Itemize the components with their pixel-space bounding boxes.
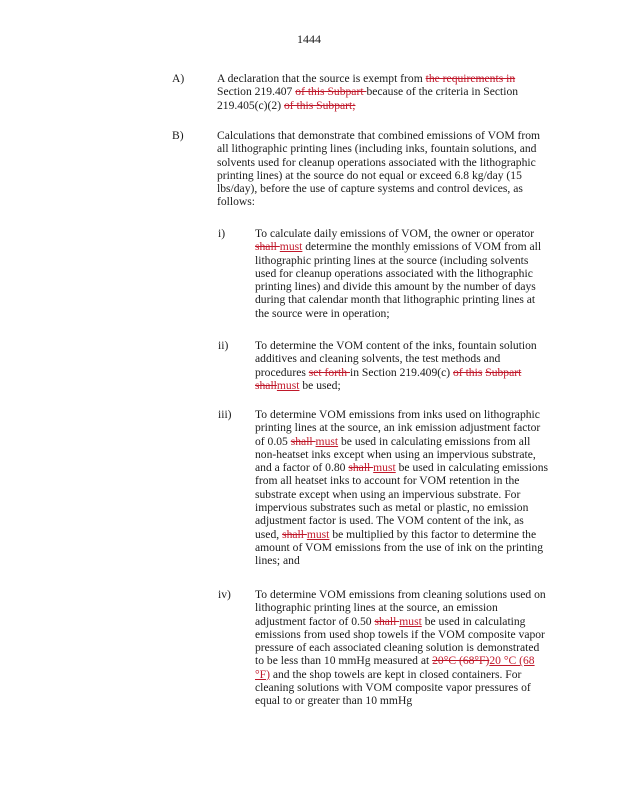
text-run: be used in calculating emissions from all non-heatset inks except when using an impervious substrate, and a factor of 0.80 bbox=[255, 434, 536, 475]
text-run: To determine VOM emissions from cleaning solutions used on lithographic printing lines at the source, an emission adjustment factor of 0.50 bbox=[255, 588, 546, 628]
inserted-text: must bbox=[315, 434, 339, 448]
item-label-b: B) bbox=[172, 129, 184, 142]
text-run: To calculate daily emissions of VOM, the owner or operator bbox=[255, 227, 535, 240]
subitem-label-ii: ii) bbox=[218, 339, 229, 352]
subitem-ii-paragraph bbox=[255, 339, 550, 392]
text-run: be used in calculating emissions from used shop towels if the VOM composite vapor pressure of each associated cleaning solution is demonstrated to be less than 10 mmHg measured at bbox=[255, 614, 545, 668]
item-b-paragraph: Calculations that demonstrate that combined emissions of VOM from all lithographic printing lines (including inks, fountain solutions, and solvents used for cleanup operations associated with the lithographic printing lines) at the source do not equal or exceed 6.8 kg/day (15 lbs/day), before the use of capture systems and control devices, as follows: bbox=[217, 129, 541, 209]
inserted-text: must bbox=[399, 614, 422, 628]
deleted-text: shall bbox=[348, 461, 374, 475]
deleted-text: of this Subpart; bbox=[283, 98, 356, 112]
inserted-text: must bbox=[373, 461, 396, 475]
inserted-text: must bbox=[279, 240, 303, 254]
subitem-label-iv: iv) bbox=[218, 588, 231, 601]
item-a-paragraph bbox=[217, 72, 547, 112]
text-run: be used; bbox=[299, 378, 341, 392]
text-run: because of the criteria in Section 219.405(c)(2) bbox=[217, 85, 519, 112]
deleted-text: shall bbox=[290, 434, 316, 448]
text-run: To determine the VOM content of the inks, fountain solution additives and cleaning solvents, the test methods and procedures bbox=[255, 339, 537, 379]
inserted-text: 20 °C (68 °F) bbox=[255, 654, 535, 681]
text-run: be used in calculating emissions from all heatset inks to account for VOM retention in the substrate except when using an impervious substrate. For impervious substrates such as metal or plastic, no emission adjustment factor is used. The VOM content of the ink, as used, bbox=[255, 461, 549, 541]
subitem-i-paragraph bbox=[255, 227, 550, 320]
subitem-label-i: i) bbox=[218, 227, 226, 240]
text-run: determine the monthly emissions of VOM from all lithographic printing lines at the source (including solvents used for cleanup operations associated with the lithographic printing lines) and divide this amount by the number of days during that calendar month that lithographic printing lines at the source were in operation; bbox=[255, 240, 542, 320]
inserted-text: must bbox=[306, 527, 330, 541]
text-run: be multiplied by this factor to determine the amount of VOM emissions from the use of ink on the printing lines; and bbox=[255, 527, 543, 568]
deleted-text: set forth bbox=[308, 365, 350, 379]
deleted-text: the requirements in bbox=[425, 72, 516, 85]
subitem-label-iii: iii) bbox=[218, 408, 232, 421]
deleted-text: shall bbox=[255, 240, 280, 254]
subitem-iv-paragraph bbox=[255, 588, 550, 708]
item-label-a: A) bbox=[172, 72, 185, 85]
text-run: and the shop towels are kept in closed containers. For cleaning solutions with VOM composite vapor pressures of equal to or greater than 10 mmHg bbox=[255, 667, 531, 708]
deleted-text: of this Subpart bbox=[295, 85, 367, 99]
inserted-text: must bbox=[276, 378, 300, 392]
text-run: in Section 219.409(c) bbox=[349, 365, 454, 379]
text-run: Section 219.407 bbox=[217, 85, 296, 99]
text-run: A declaration that the source is exempt from bbox=[217, 72, 426, 85]
text-run: To determine VOM emissions from inks used on lithographic printing lines at the source, an ink emission adjustment factor of 0.05 bbox=[255, 408, 541, 448]
deleted-text: shall bbox=[374, 614, 400, 628]
deleted-text: Subpart shall bbox=[255, 365, 522, 392]
deleted-text: 20°C (68°F) bbox=[432, 654, 490, 668]
deleted-text: of this bbox=[453, 365, 483, 379]
deleted-text: shall bbox=[282, 527, 307, 541]
page-number: 1444 bbox=[297, 32, 321, 46]
subitem-iii-paragraph bbox=[255, 408, 550, 568]
